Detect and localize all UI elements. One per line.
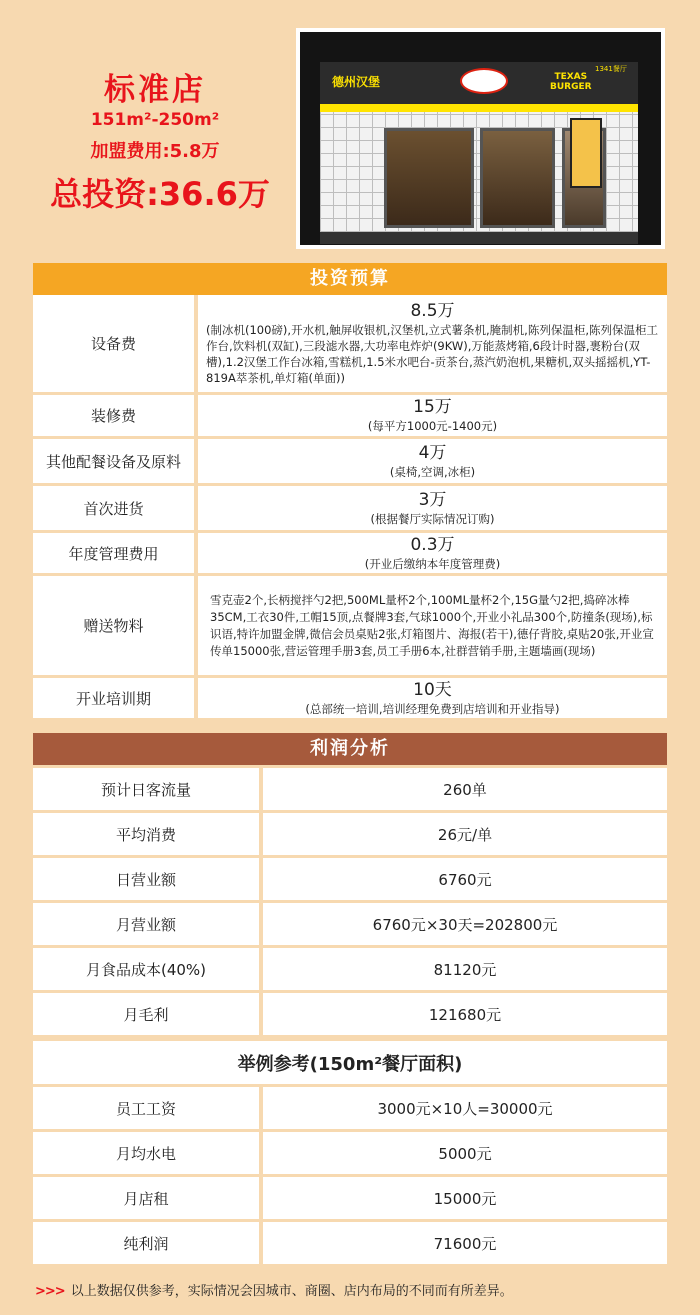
storefront-image xyxy=(296,28,665,249)
profit-label: 月毛利 xyxy=(33,993,259,1035)
budget-value-cell xyxy=(198,678,667,718)
example-label: 月店租 xyxy=(33,1177,259,1219)
budget-note: (总部统一培训,培训经理免费到店培训和开业指导) xyxy=(305,701,560,716)
budget-value-cell xyxy=(198,533,667,573)
budget-label: 赠送物料 xyxy=(33,576,194,675)
footnote-text: 以上数据仅供参考，实际情况会因城市、商圈、店内布局的不同而有所差异。 xyxy=(70,1284,513,1299)
example-label: 纯利润 xyxy=(33,1222,259,1264)
profit-value: 26元/单 xyxy=(263,813,667,855)
budget-label: 其他配餐设备及原料 xyxy=(33,439,194,483)
budget-value-cell xyxy=(198,395,667,436)
profit-row xyxy=(33,993,667,1035)
budget-note: (根据餐厅实际情况订购) xyxy=(370,511,495,526)
profit-value: 6760元×30天=202800元 xyxy=(263,903,667,945)
budget-section-title: 投资预算 xyxy=(33,263,667,295)
burger-logo-icon xyxy=(460,68,508,94)
profit-value: 121680元 xyxy=(263,993,667,1035)
example-section-title: 举例参考(150m²餐厅面积) xyxy=(33,1041,667,1084)
footnote xyxy=(35,1280,675,1299)
profit-value: 260单 xyxy=(263,768,667,810)
profit-label: 月营业额 xyxy=(33,903,259,945)
budget-value: 8.5万 xyxy=(410,301,455,321)
profit-row xyxy=(33,813,667,855)
store-area: 151m²-250m² xyxy=(90,110,220,130)
profit-label: 日营业额 xyxy=(33,858,259,900)
example-row xyxy=(33,1087,667,1129)
budget-label: 年度管理费用 xyxy=(33,533,194,573)
budget-label: 首次进货 xyxy=(33,486,194,530)
profit-row xyxy=(33,903,667,945)
profit-label: 平均消费 xyxy=(33,813,259,855)
store-title: 标准店 xyxy=(104,72,206,108)
header xyxy=(0,0,700,255)
profit-label: 预计日客流量 xyxy=(33,768,259,810)
example-row xyxy=(33,1222,667,1264)
budget-note: (桌椅,空调,冰柜) xyxy=(389,464,476,479)
example-label: 员工工资 xyxy=(33,1087,259,1129)
example-value: 3000元×10人=30000元 xyxy=(263,1087,667,1129)
example-value: 5000元 xyxy=(263,1132,667,1174)
example-value: 15000元 xyxy=(263,1177,667,1219)
budget-value: 15万 xyxy=(413,397,452,417)
budget-row xyxy=(33,439,667,483)
budget-label: 开业培训期 xyxy=(33,678,194,718)
budget-value-cell xyxy=(198,295,667,392)
budget-value: 0.3万 xyxy=(410,534,455,555)
budget-label: 设备费 xyxy=(33,295,194,392)
budget-value-cell xyxy=(198,486,667,530)
budget-value: 4万 xyxy=(418,442,447,463)
budget-note: (开业后缴纳本年度管理费) xyxy=(364,556,501,571)
profit-section-title: 利润分析 xyxy=(33,733,667,765)
budget-row xyxy=(33,395,667,436)
storefront-sign-small: 1341餐厅 xyxy=(595,65,627,73)
example-value: 71600元 xyxy=(263,1222,667,1264)
example-row xyxy=(33,1177,667,1219)
budget-row xyxy=(33,295,667,392)
budget-row xyxy=(33,678,667,718)
profit-value: 6760元 xyxy=(263,858,667,900)
budget-value-cell xyxy=(198,576,667,675)
budget-table xyxy=(33,295,667,728)
budget-row xyxy=(33,533,667,573)
franchise-fee: 加盟费用:5.8万 xyxy=(90,141,220,162)
budget-row xyxy=(33,576,667,675)
budget-row xyxy=(33,486,667,530)
budget-note: (制冰机(100磅),开水机,触屏收银机,汉堡机,立式薯条机,腌制机,陈列保温柜,陈列保温柜工作台,饮料机(双缸),三段滤水器,大功率电炸炉(9KW),万能蒸烤箱,6段计时器,裹粉台(双槽),1.2汉堡工作台冰箱,雪糕机,1.5米水吧台-贡茶台,蒸汽奶泡机,果糖机,双头摇摇机,YT-819A萃茶机,单灯箱(单面)) xyxy=(206,323,658,385)
poster-image xyxy=(570,118,602,188)
budget-value: 10天 xyxy=(413,679,452,700)
gift-materials-list: 雪克壶2个,长柄搅拌勺2把,500ML量杯2个,100ML量杯2个,15G量勺2把,捣碎冰棒35CM,工衣30件,工帽15顶,点餐牌3套,气球1000个,开业小礼品300个,防撞条(现场),标识语,特许加盟金牌,微信会员桌贴2张,灯箱图片、海报(若干),德仔背胶,桌贴20张,开业宣传单15000张,营运管理手册3套,员工手册6本,社群营销手册,主题墙画(现场) xyxy=(210,592,654,658)
storefront-sign-chinese: 德州汉堡 xyxy=(332,75,381,89)
profit-row xyxy=(33,858,667,900)
example-row xyxy=(33,1132,667,1174)
profit-label: 月食品成本(40%) xyxy=(33,948,259,990)
budget-value: 3万 xyxy=(418,489,447,510)
shop-window xyxy=(384,128,474,228)
budget-label: 装修费 xyxy=(33,395,194,436)
shop-door xyxy=(480,128,555,228)
storefront-sign-english: TEXAS BURGER xyxy=(550,72,592,92)
total-investment: 总投资:36.6万 xyxy=(50,175,270,213)
profit-row xyxy=(33,768,667,810)
budget-note: (每平方1000元-1400元) xyxy=(367,419,498,433)
budget-value-cell xyxy=(198,439,667,483)
arrows-icon: >>> xyxy=(35,1284,65,1299)
example-label: 月均水电 xyxy=(33,1132,259,1174)
profit-row xyxy=(33,948,667,990)
profit-value: 81120元 xyxy=(263,948,667,990)
